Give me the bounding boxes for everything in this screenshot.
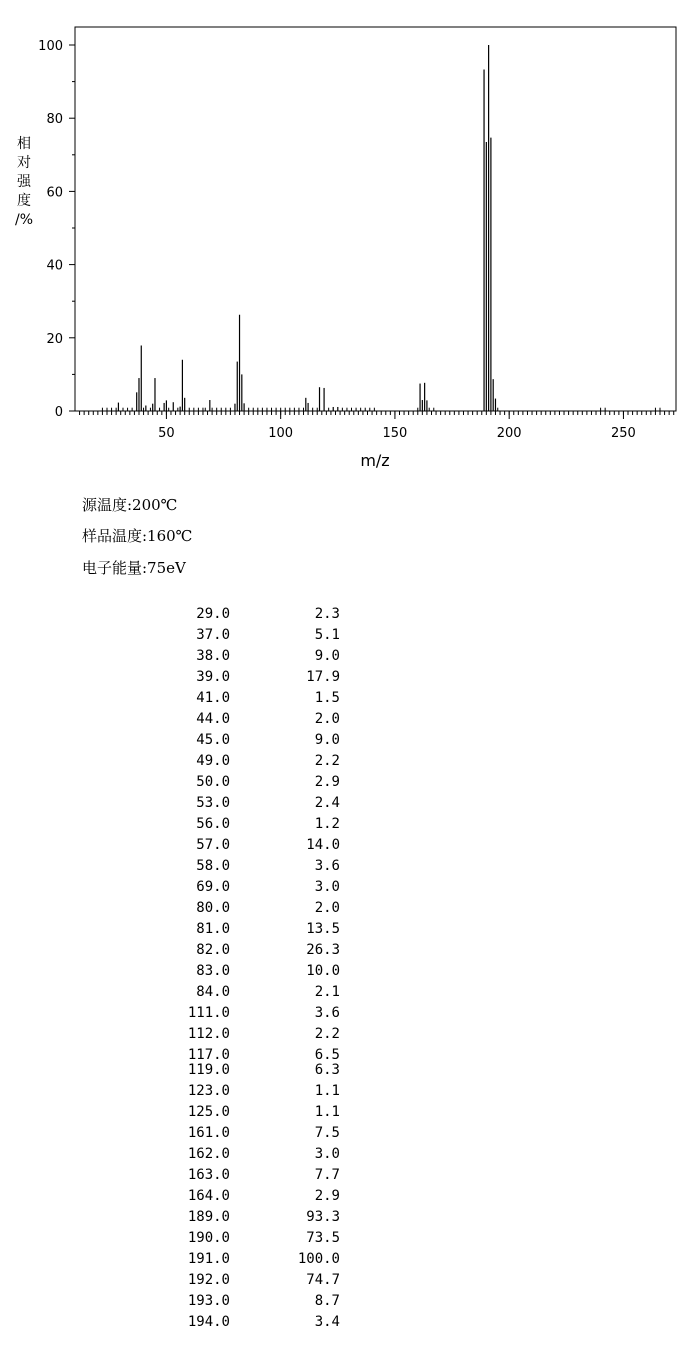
peak-abundance: 10.0 — [306, 963, 340, 979]
peak-abundance: 73.5 — [306, 1230, 340, 1246]
sample-temperature: 样品温度:160℃ — [82, 527, 193, 545]
peak-abundance: 1.1 — [314, 1104, 340, 1120]
y-tick-label: 100 — [38, 39, 63, 54]
peak-abundance: 2.0 — [314, 900, 340, 916]
peak-mz: 49.0 — [196, 753, 230, 769]
peak-abundance: 26.3 — [306, 942, 340, 958]
peak-mz: 45.0 — [196, 732, 230, 748]
peak-mz: 50.0 — [196, 774, 230, 790]
peak-mz: 163.0 — [187, 1167, 230, 1183]
peak-abundance: 1.1 — [314, 1083, 340, 1099]
peak-abundance: 100.0 — [297, 1251, 340, 1267]
peak-abundance: 74.7 — [306, 1272, 340, 1288]
peak-abundance: 2.9 — [314, 1188, 340, 1204]
peak-abundance: 9.0 — [314, 648, 340, 664]
peak-abundance: 6.3 — [314, 1062, 340, 1078]
x-tick-label: 200 — [496, 426, 522, 441]
y-tick-label: 40 — [46, 258, 63, 274]
x-axis-ticks — [158, 411, 636, 441]
peak-abundance: 3.4 — [314, 1314, 340, 1330]
peak-abundance: 2.2 — [314, 753, 340, 769]
peak-abundance: 13.5 — [306, 921, 340, 937]
peak-abundance: 5.1 — [314, 627, 340, 643]
plot-frame — [75, 27, 676, 411]
peak-mz: 111.0 — [187, 1005, 230, 1021]
peak-mz: 162.0 — [187, 1146, 230, 1162]
electron-energy: 电子能量:75eV — [82, 559, 186, 577]
peak-mz: 44.0 — [196, 711, 230, 727]
peak-abundance: 1.2 — [314, 816, 340, 832]
peak-abundance: 3.6 — [314, 1005, 340, 1021]
peak-abundance: 8.7 — [314, 1293, 340, 1309]
peak-mz: 39.0 — [196, 669, 230, 685]
spectrum-peaks — [102, 45, 660, 411]
peak-abundance: 7.5 — [314, 1125, 340, 1141]
x-minor-ticks — [80, 411, 674, 415]
peak-mz: 119.0 — [187, 1062, 230, 1078]
peak-mz: 191.0 — [187, 1251, 230, 1267]
peak-mz: 69.0 — [196, 879, 230, 895]
peak-abundance: 2.0 — [314, 711, 340, 727]
peak-abundance: 3.6 — [314, 858, 340, 874]
peak-mz: 80.0 — [196, 900, 230, 916]
peak-abundance: 14.0 — [306, 837, 340, 853]
x-axis-label: m/z — [360, 451, 390, 470]
x-tick-label: 50 — [158, 426, 175, 441]
peak-abundance: 2.3 — [314, 606, 340, 622]
peak-mz: 53.0 — [196, 795, 230, 811]
y-axis-label-char: 度 — [17, 193, 31, 209]
y-axis-label-char: 对 — [17, 155, 31, 171]
peak-mz: 164.0 — [187, 1188, 230, 1204]
y-axis-ticks — [38, 39, 75, 420]
peak-mz: 192.0 — [187, 1272, 230, 1288]
y-axis-label — [15, 135, 33, 228]
peak-mz: 189.0 — [187, 1209, 230, 1225]
peak-mz: 37.0 — [196, 627, 230, 643]
y-axis-label-char: 相 — [17, 136, 31, 152]
peak-mz: 194.0 — [187, 1314, 230, 1330]
peak-mz: 193.0 — [187, 1293, 230, 1309]
peak-abundance: 17.9 — [306, 669, 340, 685]
peak-mz: 81.0 — [196, 921, 230, 937]
y-tick-label: 0 — [54, 405, 63, 420]
peak-mz: 123.0 — [187, 1083, 230, 1099]
source-temperature: 源温度:200℃ — [82, 496, 178, 514]
peak-abundance: 6.5 — [314, 1047, 340, 1063]
peak-mz: 84.0 — [196, 984, 230, 1000]
x-tick-label: 250 — [611, 426, 636, 441]
peak-mz: 29.0 — [196, 606, 230, 622]
y-axis-label-char: 强 — [17, 174, 31, 190]
x-tick-label: 150 — [382, 426, 408, 441]
y-axis-label-char: /% — [14, 212, 34, 228]
peak-mz: 82.0 — [196, 942, 230, 958]
peak-mz: 58.0 — [196, 858, 230, 874]
peak-mz: 125.0 — [187, 1104, 230, 1120]
peak-abundance: 1.5 — [314, 690, 340, 706]
peak-mz: 161.0 — [187, 1125, 230, 1141]
peak-abundance: 7.7 — [314, 1167, 340, 1183]
peak-mz: 41.0 — [196, 690, 230, 706]
y-tick-label: 80 — [46, 112, 63, 128]
peak-mz: 83.0 — [196, 963, 230, 979]
peak-abundance: 2.4 — [314, 795, 340, 811]
peak-abundance: 2.2 — [314, 1026, 340, 1042]
peak-abundance: 93.3 — [306, 1209, 340, 1225]
mass-spectrum-chart — [0, 0, 687, 480]
peak-abundance: 2.1 — [314, 984, 340, 1000]
peak-mz: 112.0 — [187, 1026, 230, 1042]
peak-abundance: 3.0 — [314, 1146, 340, 1162]
peak-mz: 190.0 — [187, 1230, 230, 1246]
peak-mz: 117.0 — [187, 1047, 230, 1063]
y-tick-label: 60 — [46, 185, 63, 201]
x-tick-label: 100 — [268, 426, 294, 441]
peak-mz: 38.0 — [196, 648, 230, 664]
peak-abundance: 3.0 — [314, 879, 340, 895]
peak-abundance: 2.9 — [314, 774, 340, 790]
peak-mz: 56.0 — [196, 816, 230, 832]
peak-mz: 57.0 — [196, 837, 230, 853]
y-tick-label: 20 — [46, 331, 63, 347]
peak-abundance: 9.0 — [314, 732, 340, 748]
